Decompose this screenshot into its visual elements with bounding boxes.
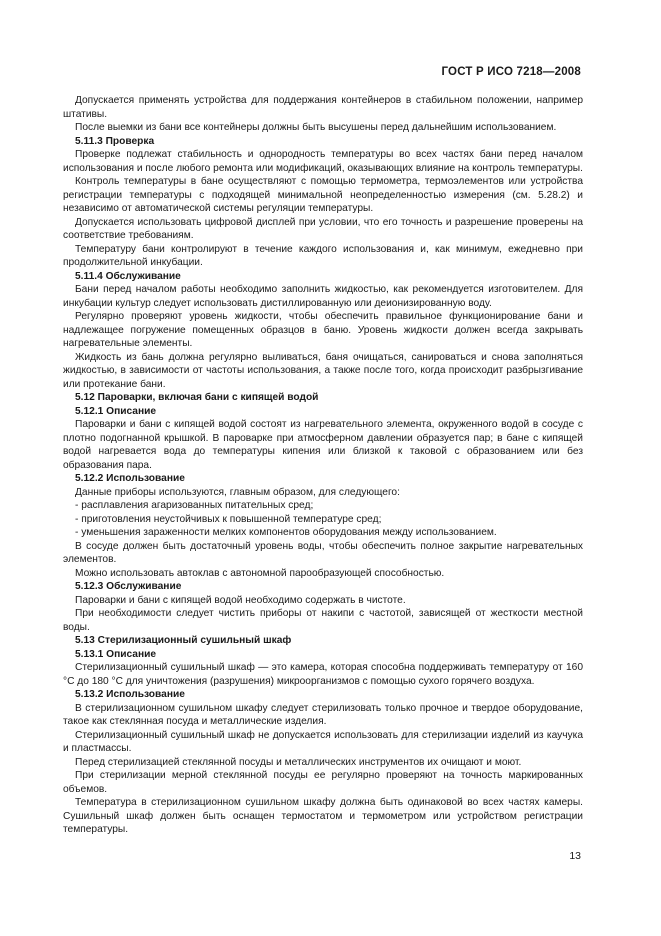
paragraph: В сосуде должен быть достаточный уровень воды, чтобы обеспечить полное закрытие нагревательных элементов.	[63, 540, 583, 565]
paragraph: Можно использовать автоклав с автономной парообразующей способностью.	[75, 567, 445, 579]
document-id-header: ГОСТ Р ИСО 7218—2008	[441, 66, 581, 78]
paragraph: Жидкость из бань должна регулярно выливаться, баня очищаться, санироваться и снова заполняться жидкостью, в зависимости от частоты использования, а также после того, когда происходит разбрызгивание или протекание бани.	[63, 351, 583, 390]
section-heading: 5.12.2 Использование	[75, 473, 185, 484]
paragraph: Стерилизационный сушильный шкаф — это камера, которая способна поддерживать температуру от 160 °С до 180 °С для уничтожения (разрушения) микроорганизмов с помощью сухого горячего воздуха.	[63, 662, 583, 687]
section-heading: 5.12 Пароварки, включая бани с кипящей водой	[75, 392, 319, 403]
section-heading: 5.11.3 Проверка	[75, 135, 155, 147]
section-heading: 5.12.3 Обслуживание	[75, 581, 182, 592]
paragraph: Температура в стерилизационном сушильном шкафу должна быть одинаковой во всех частях камеры. Сушильный шкаф должен быть оснащен термостатом и термометром или устройством регистрации температуры.	[63, 797, 583, 835]
paragraph: Пароварки и бани с кипящей водой состоят из нагревательного элемента, окруженного водой в сосуде с плотно подогнанной крышкой. В пароварке при атмосферном давлении образуется пар; в бане с кипящей водой нагревается вода до температуры кипения или близкой к таковой с образованием или без образования пара.	[63, 419, 583, 471]
document-body	[63, 94, 583, 837]
paragraph: Пароварки и бани с кипящей водой необходимо содержать в чистоте.	[75, 594, 406, 606]
paragraph: При стерилизации мерной стеклянной посуды ее регулярно проверяют на точность маркированных объемов.	[63, 770, 583, 795]
paragraph: Данные приборы используются, главным образом, для следующего:	[75, 486, 400, 498]
section-heading: 5.13.2 Использование	[75, 689, 185, 700]
section-heading: 5.13 Стерилизационный сушильный шкаф	[75, 635, 292, 646]
paragraph: Температуру бани контролируют в течение каждого использования и, как минимум, ежедневно при продолжительной инкубации.	[63, 243, 583, 268]
paragraph: Бани перед началом работы необходимо заполнить жидкостью, как рекомендуется изготовителем. Для инкубации культур следует использовать дистиллированную или деионизированную воду.	[63, 284, 583, 309]
list-item: - приготовления неустойчивых к повышенной температуре сред;	[75, 513, 382, 525]
page-number: 13	[569, 850, 581, 862]
paragraph: При необходимости следует чистить приборы от накипи с частотой, зависящей от жесткости местной воды.	[63, 608, 583, 633]
paragraph: Контроль температуры в бане осуществляют с помощью термометра, термоэлементов или устройства регистрации температуры с подходящей минимальной неопределенностью измерения (см. 5.28.2) и независимо от автоматической системы регуляции температуры.	[63, 176, 583, 214]
paragraph: В стерилизационном сушильном шкафу следует стерилизовать только прочное и твердое оборудование, такое как стеклянная посуда и металлические изделия.	[63, 702, 583, 727]
paragraph: Стерилизационный сушильный шкаф не допускается использовать для стерилизации изделий из каучука и пластмассы.	[63, 729, 583, 754]
section-heading: 5.11.4 Обслуживание	[75, 270, 181, 282]
section-heading: 5.12.1 Описание	[75, 405, 157, 417]
paragraph: После выемки из бани все контейнеры должны быть высушены перед дальнейшим использованием.	[75, 122, 557, 133]
paragraph: Регулярно проверяют уровень жидкости, чтобы обеспечить правильное функционирование бани и надлежащее погружение помещенных образцов в баню. Уровень жидкости должен всегда закрывать нагревательные элементы.	[63, 311, 583, 349]
paragraph: Допускается применять устройства для поддержания контейнеров в стабильном положении, например штативы.	[63, 95, 583, 120]
section-heading: 5.13.1 Описание	[75, 648, 157, 660]
paragraph: Перед стерилизацией стеклянной посуды и металлических инструментов их очищают и моют.	[75, 756, 522, 768]
paragraph: Допускается использовать цифровой дисплей при условии, что его точность и разрешение проверены на соответствие требованиям.	[63, 216, 583, 241]
list-item: - расплавления агаризованных питательных сред;	[75, 500, 314, 511]
paragraph: Проверке подлежат стабильность и однородность температуры во всех частях бани перед началом использования и после любого ремонта или модификаций, оказывающих влияние на контроль температуры.	[63, 149, 583, 174]
list-item: - уменьшения зараженности мелких компонентов оборудования между использованием.	[75, 527, 497, 538]
